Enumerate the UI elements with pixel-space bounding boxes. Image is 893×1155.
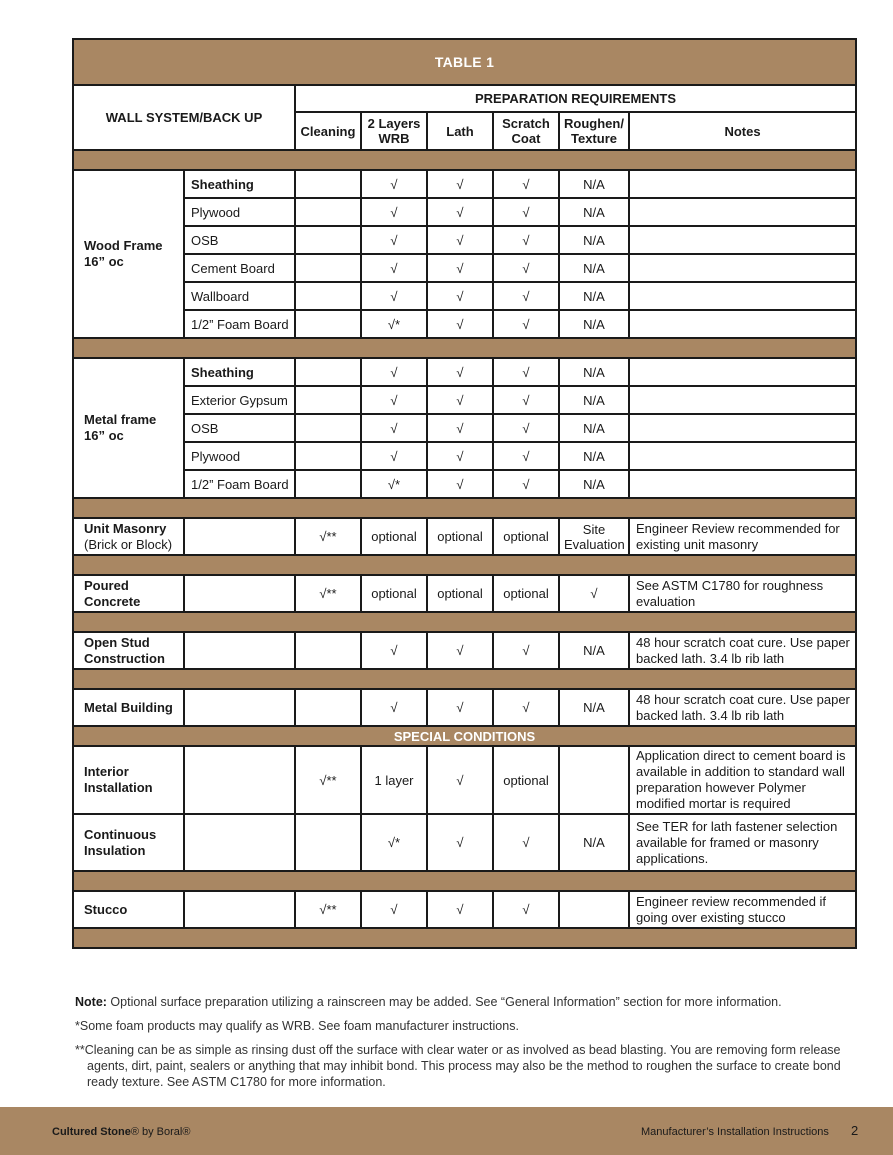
separator [73, 928, 856, 948]
table-row [73, 689, 856, 726]
roughen-cell: N/A [559, 358, 629, 386]
roughen-cell: N/A [559, 310, 629, 338]
roughen-cell: N/A [559, 442, 629, 470]
subtype: OSB [184, 414, 295, 442]
wrb-cell: √ [361, 198, 427, 226]
subtype: Cement Board [184, 254, 295, 282]
preparation-table [72, 38, 857, 949]
notes-cell: Engineer Review recommended for existing unit masonry [629, 518, 856, 555]
lath-cell: √ [427, 282, 493, 310]
scratch-cell: √ [493, 358, 559, 386]
subtype [184, 814, 295, 871]
scratch-cell: √ [493, 386, 559, 414]
cleaning-cell [295, 226, 361, 254]
row-label-open-stud: Open Stud Construction [73, 632, 184, 669]
table-title: TABLE 1 [73, 39, 856, 85]
notes-cell: Application direct to cement board is available in addition to standard wall preparation however Polymer modified mortar is required [629, 746, 856, 814]
lath-cell: √ [427, 170, 493, 198]
scratch-cell: √ [493, 226, 559, 254]
roughen-cell: N/A [559, 814, 629, 871]
col-roughen: Roughen/ Texture [559, 112, 629, 150]
table-row [73, 442, 856, 470]
wrb-cell: √ [361, 358, 427, 386]
roughen-cell [559, 891, 629, 928]
lath-cell: √ [427, 746, 493, 814]
subtype [184, 575, 295, 612]
roughen-cell: N/A [559, 282, 629, 310]
scratch-cell: √ [493, 442, 559, 470]
table-row [73, 170, 856, 198]
notes-cell [629, 198, 856, 226]
table-row [73, 310, 856, 338]
wrb-cell: optional [361, 575, 427, 612]
cleaning-cell [295, 414, 361, 442]
separator [73, 669, 856, 689]
notes-cell [629, 254, 856, 282]
special-conditions-row [73, 726, 856, 746]
notes-cell [629, 470, 856, 498]
row-label-unit-masonry [73, 518, 184, 555]
row-label-stucco: Stucco [73, 891, 184, 928]
page-number: 2 [851, 1123, 859, 1138]
cleaning-cell [295, 282, 361, 310]
lath-cell: √ [427, 470, 493, 498]
notes-cell: Engineer review recommended if going over existing stucco [629, 891, 856, 928]
table-row [73, 226, 856, 254]
group-wood-frame: Wood Frame 16” oc [73, 170, 184, 338]
row-label-poured-concrete: Poured Concrete [73, 575, 184, 612]
wrb-cell: √ [361, 632, 427, 669]
scratch-cell: √ [493, 414, 559, 442]
wrb-cell: √* [361, 814, 427, 871]
separator [73, 612, 856, 632]
cleaning-cell: √** [295, 891, 361, 928]
scratch-cell: √ [493, 282, 559, 310]
subtype: Wallboard [184, 282, 295, 310]
roughen-cell: N/A [559, 414, 629, 442]
wrb-cell: √ [361, 386, 427, 414]
note-text: Optional surface preparation utilizing a rainscreen may be added. See “General Information” section for more information. [106, 995, 782, 1009]
roughen-cell: N/A [559, 689, 629, 726]
brand-logo [52, 1126, 190, 1138]
subtype [184, 891, 295, 928]
subtype: 1/2” Foam Board [184, 310, 295, 338]
lath-cell: √ [427, 310, 493, 338]
cleaning-cell [295, 198, 361, 226]
roughen-cell: N/A [559, 386, 629, 414]
cleaning-cell [295, 632, 361, 669]
scratch-cell: √ [493, 198, 559, 226]
label-sub: (Brick or Block) [84, 536, 173, 552]
separator [73, 871, 856, 891]
notes-cell [629, 414, 856, 442]
roughen-cell: N/A [559, 170, 629, 198]
page-footer [0, 1107, 893, 1155]
notes-cell: 48 hour scratch coat cure. Use paper backed lath. 3.4 lb rib lath [629, 632, 856, 669]
cleaning-cell: √** [295, 518, 361, 555]
cleaning-cell [295, 310, 361, 338]
scratch-cell: √ [493, 470, 559, 498]
cleaning-cell [295, 254, 361, 282]
cleaning-cell [295, 442, 361, 470]
cleaning-cell: √** [295, 746, 361, 814]
scratch-cell: optional [493, 746, 559, 814]
wrb-cell: √* [361, 470, 427, 498]
notes-cell [629, 442, 856, 470]
cleaning-cell: √** [295, 575, 361, 612]
lath-cell: √ [427, 814, 493, 871]
scratch-cell: √ [493, 891, 559, 928]
manual-title: Manufacturer’s Installation Instructions [641, 1126, 829, 1138]
note-cleaning: **Cleaning can be as simple as rinsing dust off the surface with clear water or as involved as bead blasting. You are removing form release agents, dirt, paint, sealers or anything that may inhibit bond. This process may also be the method to roughen the surface to create bond ready texture. See ASTM C1780 for more information. [75, 1043, 841, 1089]
table-row [73, 414, 856, 442]
table-row [73, 814, 856, 871]
lath-cell: √ [427, 442, 493, 470]
col-wrb: 2 Layers WRB [361, 112, 427, 150]
label-main: Unit Masonry [84, 520, 167, 536]
wrb-cell: √ [361, 254, 427, 282]
subtype: OSB [184, 226, 295, 254]
scratch-cell: √ [493, 814, 559, 871]
wrb-cell: √* [361, 310, 427, 338]
table-row [73, 632, 856, 669]
table-title-row [73, 39, 856, 85]
subtype: Sheathing [184, 358, 295, 386]
scratch-cell: √ [493, 632, 559, 669]
subtype [184, 632, 295, 669]
notes-cell [629, 386, 856, 414]
table-row [73, 891, 856, 928]
roughen-cell: N/A [559, 198, 629, 226]
header-row-1 [73, 85, 856, 112]
cleaning-cell [295, 170, 361, 198]
wrb-cell: 1 layer [361, 746, 427, 814]
lath-cell: √ [427, 632, 493, 669]
lath-cell: √ [427, 891, 493, 928]
notes-cell: See ASTM C1780 for roughness evaluation [629, 575, 856, 612]
wrb-cell: √ [361, 891, 427, 928]
table-row [73, 358, 856, 386]
footnotes [75, 994, 860, 1098]
table-row [73, 746, 856, 814]
wrb-cell: √ [361, 442, 427, 470]
separator [73, 555, 856, 575]
notes-cell [629, 282, 856, 310]
col-scratch: Scratch Coat [493, 112, 559, 150]
scratch-cell: √ [493, 310, 559, 338]
lath-cell: √ [427, 198, 493, 226]
wrb-cell: √ [361, 414, 427, 442]
brand-suffix: ® by Boral® [130, 1126, 191, 1138]
lath-cell: √ [427, 386, 493, 414]
roughen-cell [559, 746, 629, 814]
subtype [184, 689, 295, 726]
lath-cell: optional [427, 575, 493, 612]
wrb-cell: √ [361, 689, 427, 726]
brand-name: Cultured Stone [52, 1126, 131, 1138]
separator [73, 498, 856, 518]
roughen-cell: √ [559, 575, 629, 612]
cleaning-cell [295, 470, 361, 498]
scratch-cell: √ [493, 689, 559, 726]
scratch-cell: √ [493, 170, 559, 198]
notes-cell [629, 358, 856, 386]
lath-cell: √ [427, 689, 493, 726]
subtype: Exterior Gypsum [184, 386, 295, 414]
subtype: 1/2” Foam Board [184, 470, 295, 498]
cleaning-cell [295, 689, 361, 726]
row-label-metal-building: Metal Building [73, 689, 184, 726]
cleaning-cell [295, 358, 361, 386]
table-row [73, 518, 856, 555]
note-rainscreen [75, 994, 860, 1010]
lath-cell: √ [427, 358, 493, 386]
group-metal-frame: Metal frame 16” oc [73, 358, 184, 498]
notes-cell: See TER for lath fastener selection available for framed or masonry applications. [629, 814, 856, 871]
roughen-cell: N/A [559, 254, 629, 282]
prep-requirements-header: PREPARATION REQUIREMENTS [295, 85, 856, 112]
table-row [73, 470, 856, 498]
subtype [184, 746, 295, 814]
col-notes: Notes [629, 112, 856, 150]
separator [73, 150, 856, 170]
subtype [184, 518, 295, 555]
row-label-interior: Interior Installation [73, 746, 184, 814]
lath-cell: √ [427, 254, 493, 282]
scratch-cell: optional [493, 518, 559, 555]
scratch-cell: optional [493, 575, 559, 612]
cleaning-cell [295, 814, 361, 871]
lath-cell: √ [427, 414, 493, 442]
wrb-cell: √ [361, 170, 427, 198]
note-label: Note: [75, 995, 107, 1009]
notes-cell: 48 hour scratch coat cure. Use paper backed lath. 3.4 lb rib lath [629, 689, 856, 726]
row-label-continuous: Continuous Insulation [73, 814, 184, 871]
separator [73, 338, 856, 358]
notes-cell [629, 170, 856, 198]
scratch-cell: √ [493, 254, 559, 282]
wrb-cell: optional [361, 518, 427, 555]
roughen-cell: N/A [559, 470, 629, 498]
roughen-cell: N/A [559, 226, 629, 254]
wrb-cell: √ [361, 226, 427, 254]
subtype: Plywood [184, 442, 295, 470]
special-conditions-label: SPECIAL CONDITIONS [73, 726, 856, 746]
lath-cell: √ [427, 226, 493, 254]
wall-system-header: WALL SYSTEM/BACK UP [73, 85, 295, 150]
roughen-cell: N/A [559, 632, 629, 669]
wrb-cell: √ [361, 282, 427, 310]
table-row [73, 198, 856, 226]
note-foam: *Some foam products may qualify as WRB. See foam manufacturer instructions. [75, 1019, 519, 1033]
notes-cell [629, 226, 856, 254]
lath-cell: optional [427, 518, 493, 555]
cleaning-cell [295, 386, 361, 414]
col-cleaning: Cleaning [295, 112, 361, 150]
subtype: Sheathing [184, 170, 295, 198]
col-lath: Lath [427, 112, 493, 150]
table-row [73, 386, 856, 414]
subtype: Plywood [184, 198, 295, 226]
table-row [73, 575, 856, 612]
notes-cell [629, 310, 856, 338]
table-row [73, 254, 856, 282]
roughen-cell: Site Evaluation [559, 518, 629, 555]
table-row [73, 282, 856, 310]
